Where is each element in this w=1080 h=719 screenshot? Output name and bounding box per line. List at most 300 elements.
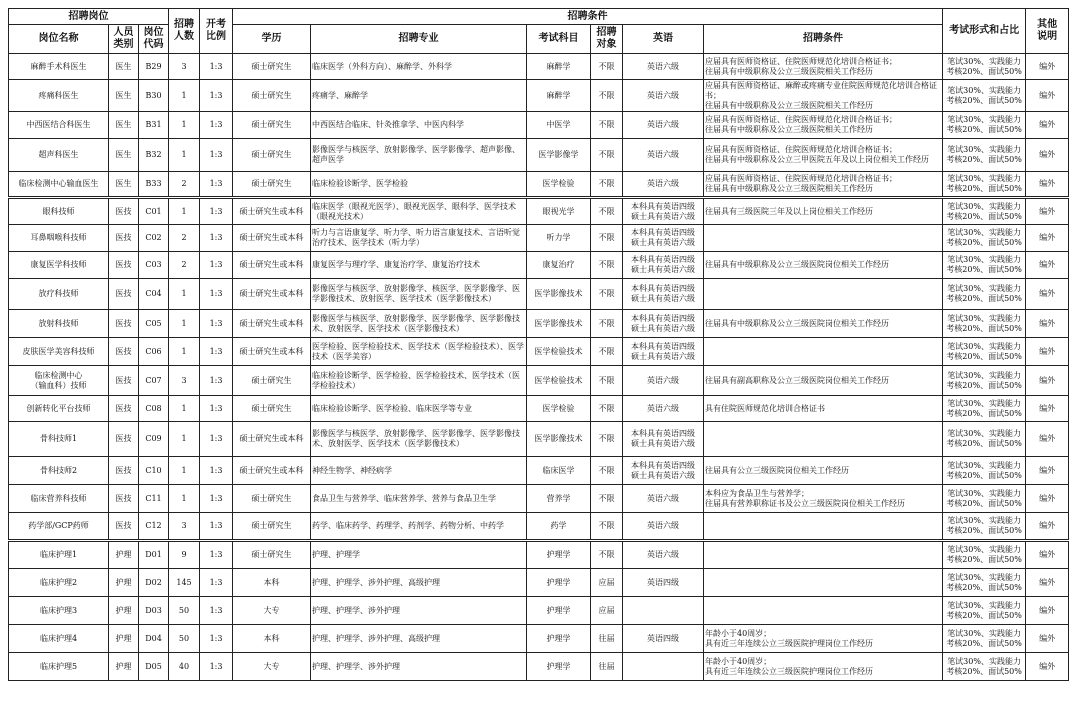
exam-form-cell: 笔试30%、实践能力 考核20%、面试50% <box>943 541 1026 569</box>
staff-type-cell: 护理 <box>109 625 139 653</box>
post-code-cell: C10 <box>139 457 169 485</box>
staff-type-cell: 医技 <box>109 310 139 338</box>
requirements-cell: 应届具有医师资格证、住院医师规范化培训合格证书； 往届具有中级职称及公立三级医院相关工作经历 <box>704 172 943 198</box>
target-cell: 不限 <box>591 172 623 198</box>
major-cell: 食品卫生与营养学、临床营养学、营养与食品卫生学 <box>311 485 527 513</box>
other-cell: 编外 <box>1026 252 1069 279</box>
table-row <box>9 172 1069 198</box>
exam-subject-cell: 眼视光学 <box>527 198 591 225</box>
other-cell: 编外 <box>1026 366 1069 396</box>
post-code-header: 岗位 代码 <box>139 25 169 54</box>
exam-ratio-cell: 1:3 <box>200 457 233 485</box>
staff-type-cell: 医技 <box>109 485 139 513</box>
post-name-cell: 麻醉手术科医生 <box>9 54 109 80</box>
english-cell <box>623 653 704 681</box>
staff-type-cell: 医技 <box>109 513 139 541</box>
english-cell: 本科具有英语四级 硕士具有英语六级 <box>623 252 704 279</box>
post-name-cell: 临床护理3 <box>9 597 109 625</box>
exam-form-cell: 笔试30%、实践能力 考核20%、面试50% <box>943 172 1026 198</box>
table-row <box>9 112 1069 139</box>
exam-ratio-cell: 1:3 <box>200 310 233 338</box>
exam-form-cell: 笔试30%、实践能力 考核20%、面试50% <box>943 310 1026 338</box>
exam-ratio-cell: 1:3 <box>200 198 233 225</box>
major-header: 招聘专业 <box>311 25 527 54</box>
other-cell: 编外 <box>1026 139 1069 172</box>
post-code-cell: C12 <box>139 513 169 541</box>
hire-count-cell: 50 <box>169 597 200 625</box>
post-code-cell: C01 <box>139 198 169 225</box>
english-header: 英语 <box>623 25 704 54</box>
other-cell: 编外 <box>1026 457 1069 485</box>
exam-form-cell: 笔试30%、实践能力 考核20%、面试50% <box>943 625 1026 653</box>
post-code-cell: C05 <box>139 310 169 338</box>
english-cell <box>623 597 704 625</box>
exam-subject-cell: 医学检验 <box>527 396 591 422</box>
major-cell: 影像医学与核医学、放射影像学、核医学、医学影像学、医学影像技术、放射医学、医学技术（医学影像技术） <box>311 279 527 310</box>
table-row <box>9 541 1069 569</box>
exam-form-cell: 笔试30%、实践能力 考核20%、面试50% <box>943 139 1026 172</box>
target-cell: 不限 <box>591 139 623 172</box>
education-cell: 硕士研究生 <box>233 112 311 139</box>
exam-ratio-cell: 1:3 <box>200 653 233 681</box>
table-row <box>9 279 1069 310</box>
post-name-cell: 中西医结合科医生 <box>9 112 109 139</box>
requirements-cell: 年龄小于40周岁； 具有近三年连续公立三级医院护理岗位工作经历 <box>704 625 943 653</box>
exam-form-cell: 笔试30%、实践能力 考核20%、面试50% <box>943 422 1026 457</box>
header-row-group <box>9 9 1069 25</box>
other-cell: 编外 <box>1026 625 1069 653</box>
exam-form-cell: 笔试30%、实践能力 考核20%、面试50% <box>943 653 1026 681</box>
exam-form-cell: 笔试30%、实践能力 考核20%、面试50% <box>943 80 1026 112</box>
other-cell: 编外 <box>1026 597 1069 625</box>
english-cell: 英语六级 <box>623 139 704 172</box>
exam-subject-cell: 医学检验 <box>527 172 591 198</box>
english-cell: 本科具有英语四级 硕士具有英语六级 <box>623 198 704 225</box>
table-row <box>9 597 1069 625</box>
post-name-cell: 放射科技师 <box>9 310 109 338</box>
staff-type-cell: 医技 <box>109 252 139 279</box>
hire-count-cell: 1 <box>169 485 200 513</box>
exam-form-cell: 笔试30%、实践能力 考核20%、面试50% <box>943 597 1026 625</box>
post-code-cell: C07 <box>139 366 169 396</box>
english-cell: 本科具有英语四级 硕士具有英语六级 <box>623 457 704 485</box>
post-code-cell: C04 <box>139 279 169 310</box>
hire-count-cell: 1 <box>169 198 200 225</box>
education-cell: 大专 <box>233 653 311 681</box>
exam-subject-cell: 医学影像技术 <box>527 310 591 338</box>
post-name-cell: 疼痛科医生 <box>9 80 109 112</box>
staff-type-cell: 医生 <box>109 112 139 139</box>
exam-form-header: 考试形式和占比 <box>943 9 1026 54</box>
exam-ratio-cell: 1:3 <box>200 252 233 279</box>
exam-subject-cell: 护理学 <box>527 569 591 597</box>
table-row <box>9 366 1069 396</box>
major-cell: 护理、护理学 <box>311 541 527 569</box>
hire-count-cell: 1 <box>169 279 200 310</box>
education-cell: 硕士研究生 <box>233 513 311 541</box>
hire-count-cell: 9 <box>169 541 200 569</box>
education-cell: 硕士研究生 <box>233 172 311 198</box>
education-cell: 硕士研究生或本科 <box>233 279 311 310</box>
english-cell: 本科具有英语四级 硕士具有英语六级 <box>623 310 704 338</box>
requirements-cell <box>704 279 943 310</box>
post-code-cell: C08 <box>139 396 169 422</box>
exam-form-cell: 笔试30%、实践能力 考核20%、面试50% <box>943 457 1026 485</box>
post-code-cell: D05 <box>139 653 169 681</box>
major-cell: 临床检验诊断学、医学检验、医学检验技术、医学技术（医学检验技术） <box>311 366 527 396</box>
requirements-cell <box>704 569 943 597</box>
other-cell: 编外 <box>1026 112 1069 139</box>
requirements-cell: 应届具有医师资格证、住院医师规范化培训合格证书； 往届具有中级职称及公立三级医院相关工作经历 <box>704 112 943 139</box>
requirements-cell: 本科应为食品卫生与营养学； 往届具有营养职称证书及公立三级医院岗位相关工作经历 <box>704 485 943 513</box>
table-row <box>9 457 1069 485</box>
requirements-cell: 应届具有医师资格证、住院医师规范化培训合格证书； 往届具有中级职称及公立三甲医院五年及以上岗位相关工作经历 <box>704 139 943 172</box>
post-code-cell: B32 <box>139 139 169 172</box>
exam-subject-cell: 医学检验技术 <box>527 366 591 396</box>
english-cell: 英语六级 <box>623 396 704 422</box>
hire-count-cell: 3 <box>169 366 200 396</box>
requirements-cell: 往届具有中级职称及公立三级医院岗位相关工作经历 <box>704 310 943 338</box>
requirements-cell: 往届具有副高职称及公立三级医院岗位相关工作经历 <box>704 366 943 396</box>
target-header: 招聘 对象 <box>591 25 623 54</box>
hire-count-cell: 1 <box>169 396 200 422</box>
major-cell: 神经生物学、神经病学 <box>311 457 527 485</box>
hire-count-cell: 1 <box>169 457 200 485</box>
major-cell: 影像医学与核医学、放射影像学、医学影像学、医学影像技术、放射医学、医学技术（医学影像技术） <box>311 422 527 457</box>
other-cell: 编外 <box>1026 541 1069 569</box>
post-name-cell: 超声科医生 <box>9 139 109 172</box>
target-cell: 应届 <box>591 569 623 597</box>
exam-ratio-cell: 1:3 <box>200 338 233 366</box>
requirements-cell <box>704 597 943 625</box>
exam-subject-cell: 医学影像学 <box>527 139 591 172</box>
education-cell: 硕士研究生或本科 <box>233 252 311 279</box>
exam-ratio-cell: 1:3 <box>200 485 233 513</box>
table-row <box>9 625 1069 653</box>
post-code-cell: C06 <box>139 338 169 366</box>
english-cell: 本科具有英语四级 硕士具有英语六级 <box>623 338 704 366</box>
exam-ratio-cell: 1:3 <box>200 569 233 597</box>
education-cell: 硕士研究生 <box>233 54 311 80</box>
post-name-cell: 临床护理4 <box>9 625 109 653</box>
post-name-cell: 临床营养科技师 <box>9 485 109 513</box>
english-cell: 英语六级 <box>623 541 704 569</box>
education-cell: 硕士研究生或本科 <box>233 457 311 485</box>
exam-ratio-cell: 1:3 <box>200 396 233 422</box>
hire-count-cell: 1 <box>169 139 200 172</box>
other-cell: 编外 <box>1026 198 1069 225</box>
exam-subject-cell: 听力学 <box>527 225 591 252</box>
exam-ratio-cell: 1:3 <box>200 172 233 198</box>
post-name-cell: 放疗科技师 <box>9 279 109 310</box>
education-cell: 硕士研究生 <box>233 485 311 513</box>
target-cell: 不限 <box>591 513 623 541</box>
post-name-cell: 临床护理2 <box>9 569 109 597</box>
exam-subject-cell: 护理学 <box>527 653 591 681</box>
english-cell: 英语六级 <box>623 80 704 112</box>
post-name-header: 岗位名称 <box>9 25 109 54</box>
english-cell: 英语六级 <box>623 485 704 513</box>
post-name-cell: 骨科技师2 <box>9 457 109 485</box>
exam-form-cell: 笔试30%、实践能力 考核20%、面试50% <box>943 338 1026 366</box>
english-cell: 本科具有英语四级 硕士具有英语六级 <box>623 422 704 457</box>
exam-form-cell: 笔试30%、实践能力 考核20%、面试50% <box>943 569 1026 597</box>
exam-subject-cell: 医学检验技术 <box>527 338 591 366</box>
exam-subject-cell: 营养学 <box>527 485 591 513</box>
hire-count-cell: 1 <box>169 80 200 112</box>
staff-type-cell: 护理 <box>109 569 139 597</box>
post-code-cell: C09 <box>139 422 169 457</box>
post-name-cell: 骨科技师1 <box>9 422 109 457</box>
post-code-cell: C03 <box>139 252 169 279</box>
hire-count-cell: 40 <box>169 653 200 681</box>
hire-count-cell: 2 <box>169 225 200 252</box>
hire-count-cell: 1 <box>169 338 200 366</box>
other-cell: 编外 <box>1026 310 1069 338</box>
other-cell: 编外 <box>1026 225 1069 252</box>
other-cell: 编外 <box>1026 54 1069 80</box>
hire-count-cell: 1 <box>169 422 200 457</box>
major-cell: 疼痛学、麻醉学 <box>311 80 527 112</box>
staff-type-cell: 医技 <box>109 366 139 396</box>
post-code-cell: C02 <box>139 225 169 252</box>
major-cell: 影像医学与核医学、放射影像学、医学影像学、超声影像、超声医学 <box>311 139 527 172</box>
other-cell: 编外 <box>1026 279 1069 310</box>
post-name-cell: 耳鼻咽喉科技师 <box>9 225 109 252</box>
exam-ratio-cell: 1:3 <box>200 541 233 569</box>
post-code-cell: C11 <box>139 485 169 513</box>
education-cell: 硕士研究生 <box>233 541 311 569</box>
table-row <box>9 653 1069 681</box>
post-name-cell: 临床护理1 <box>9 541 109 569</box>
exam-ratio-cell: 1:3 <box>200 139 233 172</box>
hire-count-cell: 3 <box>169 513 200 541</box>
target-cell: 往届 <box>591 625 623 653</box>
education-cell: 本科 <box>233 625 311 653</box>
hire-count-cell: 50 <box>169 625 200 653</box>
target-cell: 不限 <box>591 485 623 513</box>
target-cell: 往届 <box>591 653 623 681</box>
post-name-cell: 药学部/GCP药师 <box>9 513 109 541</box>
post-code-cell: D01 <box>139 541 169 569</box>
target-cell: 不限 <box>591 279 623 310</box>
post-name-cell: 临床检测中心输血医生 <box>9 172 109 198</box>
table-row <box>9 513 1069 541</box>
recruitment-table <box>8 8 1069 681</box>
english-cell: 英语六级 <box>623 513 704 541</box>
requirements-cell: 往届具有公立三级医院岗位相关工作经历 <box>704 457 943 485</box>
post-name-cell: 康复医学科技师 <box>9 252 109 279</box>
exam-ratio-cell: 1:3 <box>200 366 233 396</box>
major-cell: 护理、护理学、涉外护理、高级护理 <box>311 569 527 597</box>
education-cell: 硕士研究生或本科 <box>233 225 311 252</box>
major-cell: 听力与言语康复学、听力学、听力语言康复技术、言语听觉治疗技术、医学技术（听力学） <box>311 225 527 252</box>
exam-form-cell: 笔试30%、实践能力 考核20%、面试50% <box>943 396 1026 422</box>
table-body <box>9 54 1069 681</box>
exam-form-cell: 笔试30%、实践能力 考核20%、面试50% <box>943 513 1026 541</box>
table-row <box>9 422 1069 457</box>
staff-type-cell: 护理 <box>109 541 139 569</box>
exam-form-cell: 笔试30%、实践能力 考核20%、面试50% <box>943 366 1026 396</box>
requirements-cell <box>704 225 943 252</box>
target-cell: 不限 <box>591 310 623 338</box>
target-cell: 不限 <box>591 541 623 569</box>
requirements-cell <box>704 338 943 366</box>
table-row <box>9 569 1069 597</box>
english-cell: 英语四级 <box>623 625 704 653</box>
hire-count-cell: 3 <box>169 54 200 80</box>
target-cell: 应届 <box>591 597 623 625</box>
hire-count-cell: 2 <box>169 172 200 198</box>
major-cell: 临床医学（眼视光医学）、眼视光医学、眼科学、医学技术（眼视光技术） <box>311 198 527 225</box>
exam-form-cell: 笔试30%、实践能力 考核20%、面试50% <box>943 279 1026 310</box>
hire-count-cell: 1 <box>169 310 200 338</box>
education-cell: 本科 <box>233 569 311 597</box>
education-cell: 硕士研究生或本科 <box>233 198 311 225</box>
hire-count-cell: 1 <box>169 112 200 139</box>
education-cell: 硕士研究生 <box>233 139 311 172</box>
staff-type-cell: 医技 <box>109 396 139 422</box>
english-cell: 英语六级 <box>623 54 704 80</box>
major-cell: 临床医学（外科方向）、麻醉学、外科学 <box>311 54 527 80</box>
post-code-cell: D02 <box>139 569 169 597</box>
exam-form-cell: 笔试30%、实践能力 考核20%、面试50% <box>943 485 1026 513</box>
target-cell: 不限 <box>591 225 623 252</box>
english-cell: 英语六级 <box>623 366 704 396</box>
staff-type-cell: 医技 <box>109 457 139 485</box>
exam-subject-cell: 护理学 <box>527 541 591 569</box>
requirements-cell: 应届具有医师资格证、麻醉或疼痛专业住院医师规范化培训合格证书； 往届具有中级职称及公立三级医院相关工作经历 <box>704 80 943 112</box>
education-cell: 硕士研究生或本科 <box>233 338 311 366</box>
target-cell: 不限 <box>591 80 623 112</box>
exam-subject-cell: 医学影像技术 <box>527 422 591 457</box>
staff-type-cell: 医技 <box>109 198 139 225</box>
staff-type-cell: 医技 <box>109 338 139 366</box>
table-row <box>9 396 1069 422</box>
english-cell: 英语四级 <box>623 569 704 597</box>
english-cell: 本科具有英语四级 硕士具有英语六级 <box>623 225 704 252</box>
major-cell: 临床检验诊断学、医学检验、临床医学等专业 <box>311 396 527 422</box>
group-conditions-header: 招聘条件 <box>233 9 943 25</box>
exam-ratio-cell: 1:3 <box>200 625 233 653</box>
exam-ratio-cell: 1:3 <box>200 422 233 457</box>
requirements-cell <box>704 422 943 457</box>
exam-subject-cell: 护理学 <box>527 597 591 625</box>
requirements-cell: 应届具有医师资格证、住院医师规范化培训合格证书； 往届具有中级职称及公立三级医院相关工作经历 <box>704 54 943 80</box>
exam-ratio-cell: 1:3 <box>200 225 233 252</box>
header-row-columns <box>9 25 1069 54</box>
major-cell: 中西医结合临床、针灸推拿学、中医内科学 <box>311 112 527 139</box>
other-cell: 编外 <box>1026 396 1069 422</box>
education-cell: 大专 <box>233 597 311 625</box>
staff-type-cell: 医生 <box>109 172 139 198</box>
other-header: 其他 说明 <box>1026 9 1069 54</box>
target-cell: 不限 <box>591 396 623 422</box>
requirements-cell: 往届具有中级职称及公立三级医院岗位相关工作经历 <box>704 252 943 279</box>
exam-form-cell: 笔试30%、实践能力 考核20%、面试50% <box>943 252 1026 279</box>
exam-subject-cell: 麻醉学 <box>527 54 591 80</box>
post-code-cell: D03 <box>139 597 169 625</box>
target-cell: 不限 <box>591 198 623 225</box>
staff-type-header: 人员 类别 <box>109 25 139 54</box>
post-name-cell: 临床护理5 <box>9 653 109 681</box>
exam-subject-header: 考试科目 <box>527 25 591 54</box>
staff-type-cell: 护理 <box>109 597 139 625</box>
exam-form-cell: 笔试30%、实践能力 考核20%、面试50% <box>943 198 1026 225</box>
hire-count-cell: 2 <box>169 252 200 279</box>
table-row <box>9 139 1069 172</box>
post-name-cell: 眼科技师 <box>9 198 109 225</box>
major-cell: 药学、临床药学、药理学、药剂学、药物分析、中药学 <box>311 513 527 541</box>
requirements-cell: 年龄小于40周岁； 具有近三年连续公立三级医院护理岗位工作经历 <box>704 653 943 681</box>
table-row <box>9 54 1069 80</box>
major-cell: 护理、护理学、涉外护理 <box>311 597 527 625</box>
requirements-cell: 往届具有三级医院三年及以上岗位相关工作经历 <box>704 198 943 225</box>
exam-form-cell: 笔试30%、实践能力 考核20%、面试50% <box>943 225 1026 252</box>
target-cell: 不限 <box>591 338 623 366</box>
exam-ratio-cell: 1:3 <box>200 279 233 310</box>
exam-form-cell: 笔试30%、实践能力 考核20%、面试50% <box>943 112 1026 139</box>
education-cell: 硕士研究生 <box>233 396 311 422</box>
other-cell: 编外 <box>1026 569 1069 597</box>
exam-subject-cell: 麻醉学 <box>527 80 591 112</box>
target-cell: 不限 <box>591 422 623 457</box>
education-cell: 硕士研究生 <box>233 366 311 396</box>
table-row <box>9 80 1069 112</box>
major-cell: 护理、护理学、涉外护理 <box>311 653 527 681</box>
exam-ratio-cell: 1:3 <box>200 597 233 625</box>
staff-type-cell: 医生 <box>109 54 139 80</box>
major-cell: 医学检验、医学检验技术、医学技术（医学检验技术）、医学技术（医学美容） <box>311 338 527 366</box>
hire-count-cell: 145 <box>169 569 200 597</box>
table-row <box>9 485 1069 513</box>
table-row <box>9 198 1069 225</box>
table-row <box>9 225 1069 252</box>
requirements-cell <box>704 541 943 569</box>
post-code-cell: D04 <box>139 625 169 653</box>
post-code-cell: B29 <box>139 54 169 80</box>
requirements-cell: 具有住院医师规范化培训合格证书 <box>704 396 943 422</box>
exam-ratio-header: 开考 比例 <box>200 9 233 54</box>
post-code-cell: B31 <box>139 112 169 139</box>
education-cell: 硕士研究生或本科 <box>233 422 311 457</box>
exam-ratio-cell: 1:3 <box>200 54 233 80</box>
other-cell: 编外 <box>1026 513 1069 541</box>
target-cell: 不限 <box>591 457 623 485</box>
english-cell: 英语六级 <box>623 172 704 198</box>
education-cell: 硕士研究生 <box>233 80 311 112</box>
major-cell: 影像医学与核医学、放射影像学、医学影像学、医学影像技术、放射医学、医学技术（医学影像技术） <box>311 310 527 338</box>
major-cell: 康复医学与理疗学、康复治疗学、康复治疗技术 <box>311 252 527 279</box>
requirements-header: 招聘条件 <box>704 25 943 54</box>
other-cell: 编外 <box>1026 338 1069 366</box>
other-cell: 编外 <box>1026 653 1069 681</box>
exam-subject-cell: 中医学 <box>527 112 591 139</box>
exam-ratio-cell: 1:3 <box>200 80 233 112</box>
staff-type-cell: 医技 <box>109 422 139 457</box>
exam-subject-cell: 临床医学 <box>527 457 591 485</box>
target-cell: 不限 <box>591 252 623 279</box>
group-post-header: 招聘岗位 <box>9 9 169 25</box>
requirements-cell <box>704 513 943 541</box>
education-header: 学历 <box>233 25 311 54</box>
staff-type-cell: 医技 <box>109 225 139 252</box>
staff-type-cell: 医生 <box>109 139 139 172</box>
table-row <box>9 252 1069 279</box>
staff-type-cell: 医生 <box>109 80 139 112</box>
target-cell: 不限 <box>591 54 623 80</box>
exam-ratio-cell: 1:3 <box>200 112 233 139</box>
